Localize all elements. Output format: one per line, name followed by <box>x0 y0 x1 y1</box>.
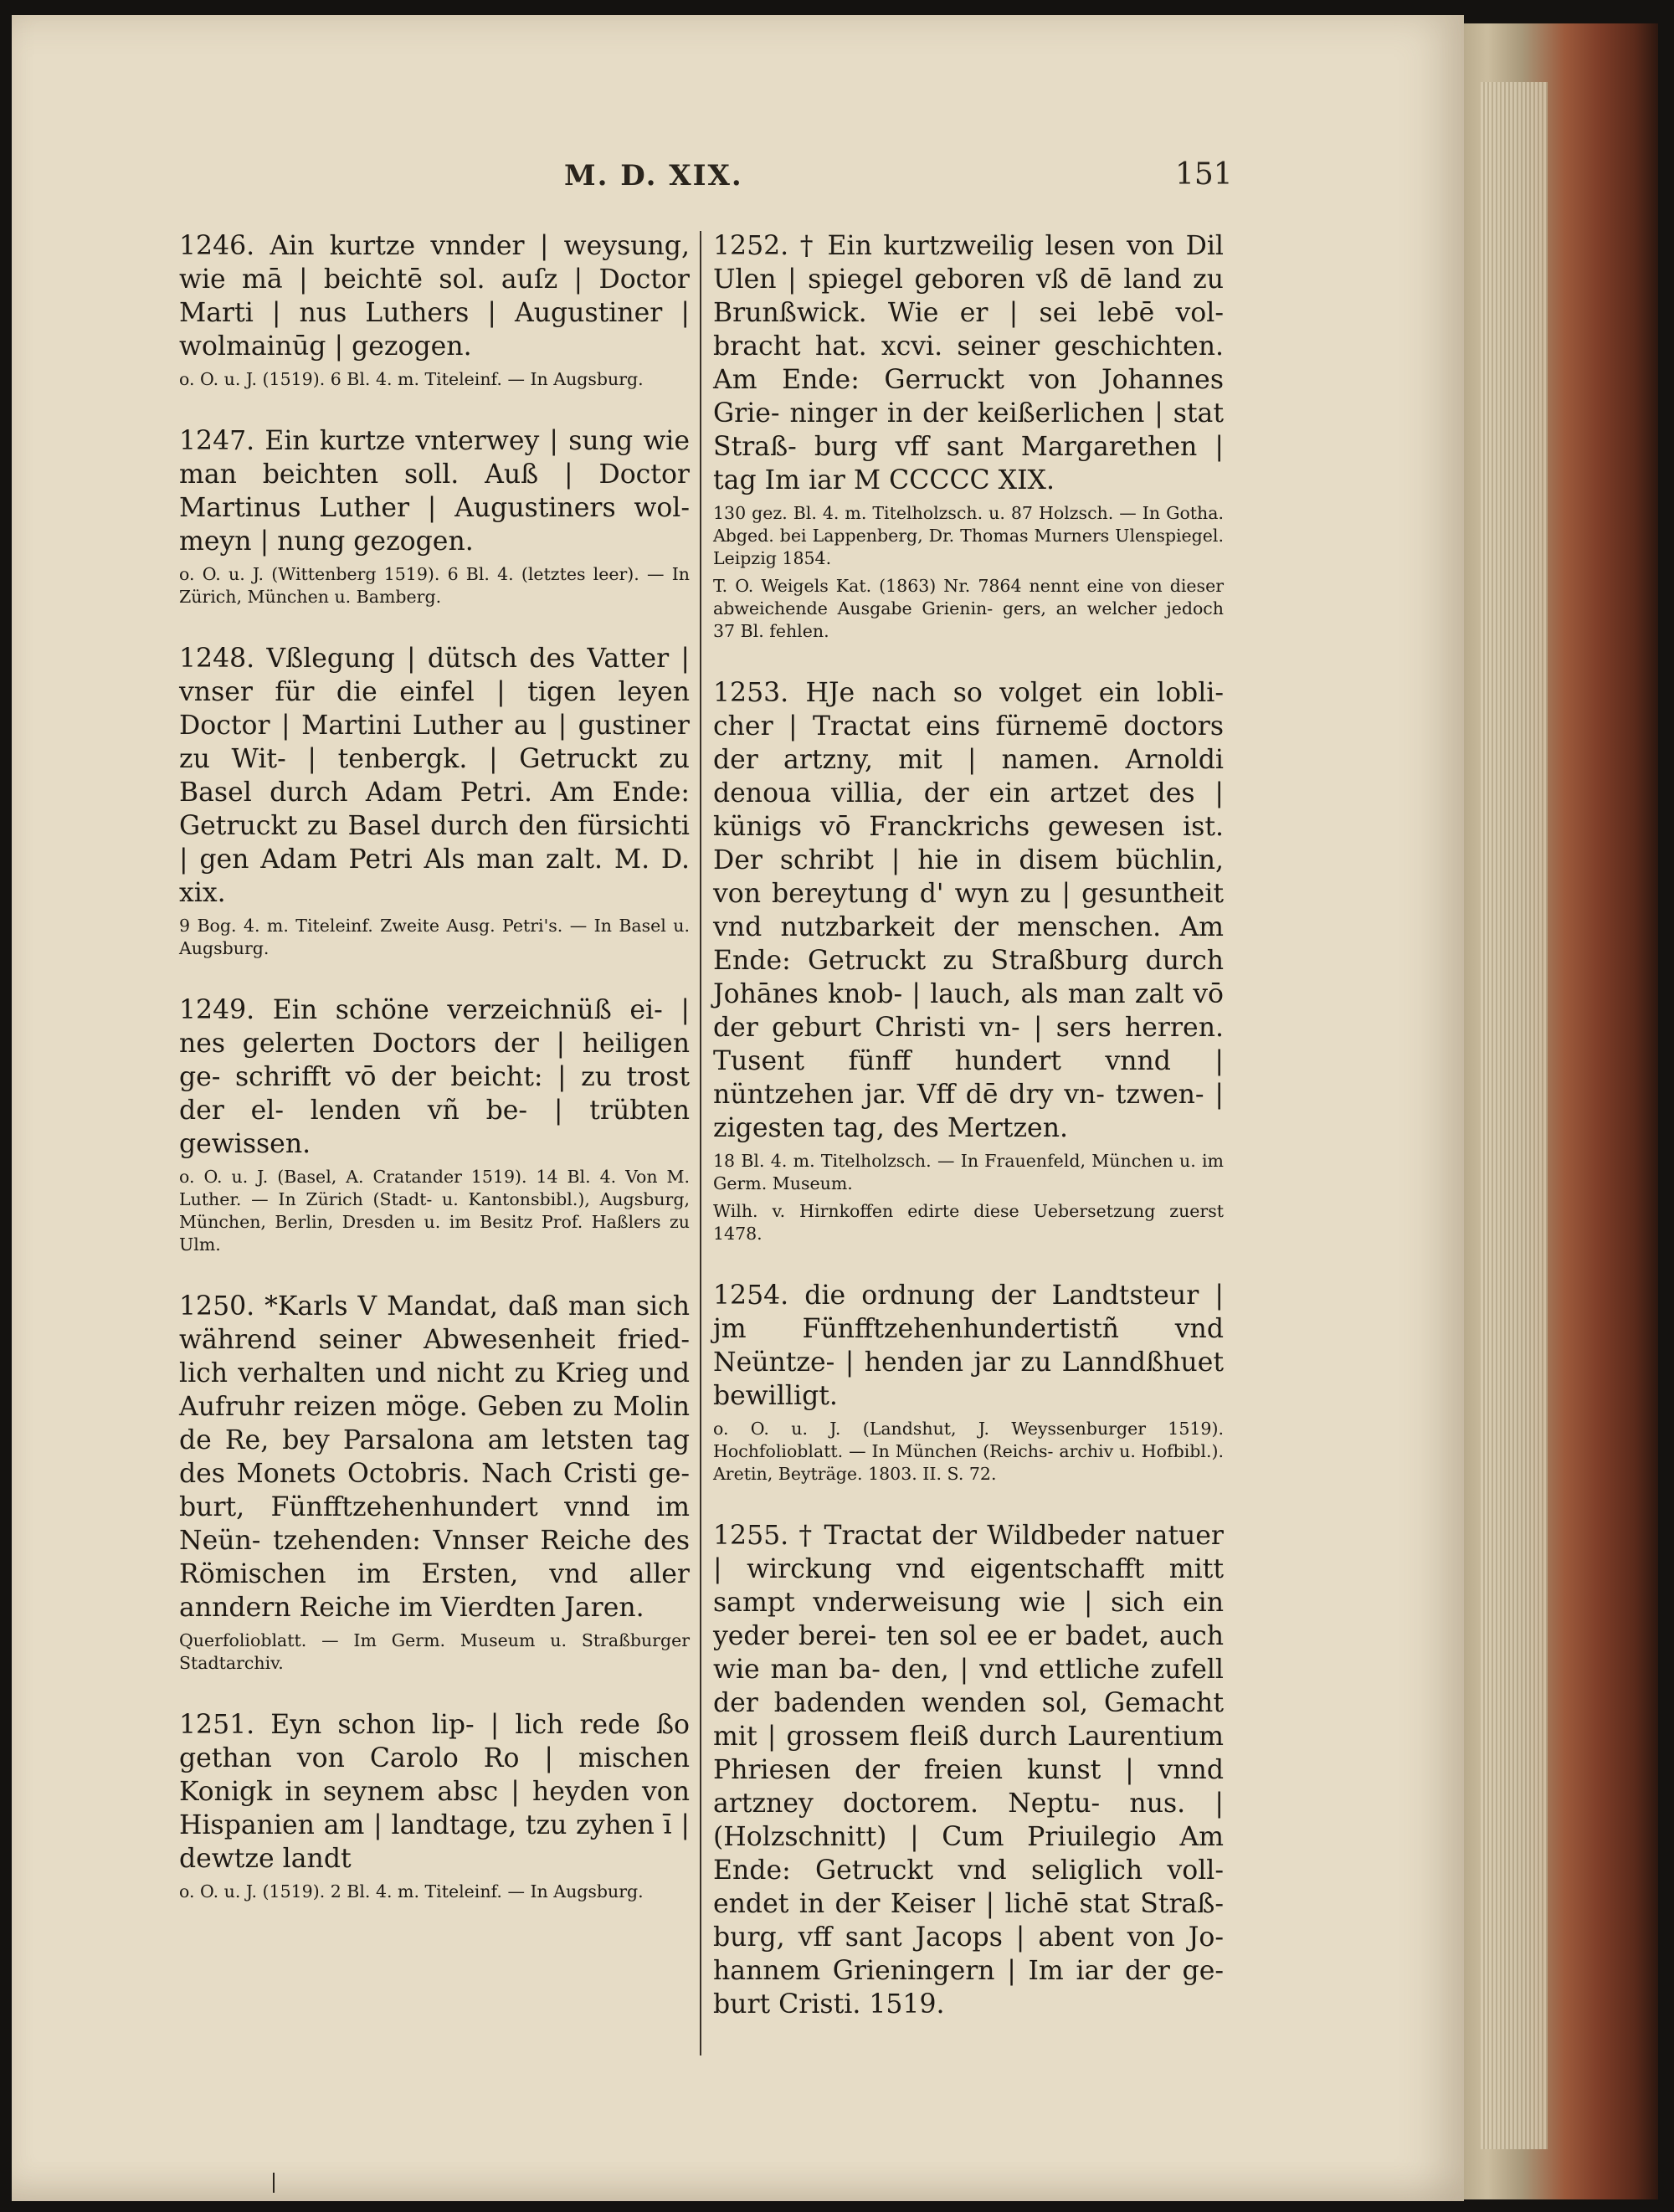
entry-title: 1248. Vßlegung | dütsch des Vatter | vnser für die einfel | tigen leyen Doctor | Martini Luther au | gustiner zu Wit- | tenbergk. | Getruckt zu Basel durch Adam Petri. Am Ende: Getruckt zu Basel durch den fürsichti | gen Adam Petri Als man zalt. M. D. xix. <box>179 644 690 908</box>
column-divider <box>700 231 701 2055</box>
entry-1255 <box>713 1519 1224 2021</box>
entry-title: 1246. Ain kurtze vnnder | weysung, wie mā | beichtē sol. auſz | Doctor Marti | nus Luthers | Augustiner | wolmainūg | gezogen. <box>179 231 690 362</box>
left-column <box>179 229 690 1937</box>
entry-1249 <box>179 993 690 1256</box>
entry-1252 <box>713 229 1224 643</box>
right-column <box>713 229 1224 2055</box>
page-mark <box>273 2173 275 2193</box>
entry-note: T. O. Weigels Kat. (1863) Nr. 7864 nennt eine von dieser abweichende Ausgabe Grienin- gers, an welcher jedoch 37 Bl. fehlen. <box>713 576 1224 641</box>
entry-title: 1253. HJe nach so volget ein lobli- cher | Tractat eins fürnemē doctors der artzny, mit | namen. Arnoldi denoua villia, der ein artzet des | künigs vō Franckrichs gewesen ist. Der schribt | hie in disem büchlin, von bereytung d' wyn zu | gesuntheit vnd nutzbarkeit der menschen. Am Ende: Getruckt zu Straßburg durch Johānes knob- | lauch, als man zalt vō der geburt Christi vn- | sers herren. Tusent fünff hundert vnnd | nüntzehen jar. Vff dē dry vn- tzwen- | zigesten tag, des Mertzen. <box>713 678 1224 1143</box>
page-header <box>12 156 1464 198</box>
entry-note: o. O. u. J. (Basel, A. Cratander 1519). 14 Bl. 4. Von M. Luther. — In Zürich (Stadt- u. Kantonsbibl.), Augsburg, München, Berlin, Dresden u. im Besitz Prof. Haßlers zu Ulm. <box>179 1167 690 1255</box>
entry-note: 9 Bog. 4. m. Titeleinf. Zweite Ausg. Petri's. — In Basel u. Augsburg. <box>179 916 690 958</box>
entry-title: 1250. *Karls V Mandat, daß man sich während seiner Abwesenheit fried- lich verhalten und nicht zu Krieg und Aufruhr reizen möge. Geben zu Molin de Re, bey Parsalona am letsten tag des Monets Octobris. Nach Cristi ge- burt, Fünfftzehenhundert vnnd im Neün- tzehenden: Vnnser Reiche des Römischen im Ersten, vnd aller anndern Reiche im Vierdten Jaren. <box>179 1291 690 1623</box>
entry-1251 <box>179 1708 690 1903</box>
entry-1247 <box>179 424 690 608</box>
entry-1253 <box>713 676 1224 1245</box>
book-page <box>12 15 1464 2201</box>
entry-note: Wilh. v. Hirnkoffen edirte diese Uebersetzung zuerst 1478. <box>713 1201 1224 1244</box>
entry-1248 <box>179 642 690 960</box>
entry-title: 1252. † Ein kurtzweilig lesen von Dil Ulen | spiegel geboren vß dē land zu Brunßwick. Wie er | sei lebē vol- bracht hat. xcvi. seiner geschichten. Am Ende: Gerruckt von Johannes Grie- ninger in der keißerlichen | stat Straß- burg vff sant Margarethen | tag Im iar M CCCCC XIX. <box>713 231 1224 495</box>
entry-note: o. O. u. J. (1519). 2 Bl. 4. m. Titeleinf. — In Augsburg. <box>179 1881 644 1901</box>
entry-title: 1255. † Tractat der Wildbeder natuer | wirckung vnd eigentschafft mitt sampt vnderweisung wie | sich ein yeder berei- ten sol ee er badet, auch wie man ba- den, | vnd ettliche zufell der badenden wenden sol, Gemacht mit | grossem fleiß durch Laurentium Phriesen der freien kunst | vnnd artzney doctorem. Neptu- nus. | (Holzschnitt) | Cum Priuilegio Am Ende: Getruckt vnd seliglich voll- endet in der Keiser | lichē stat Straß- burg, vff sant Jacops | abent von Jo- hannem Grieningern | Im iar der ge- burt Cristi. 1519. <box>713 1521 1224 2020</box>
entry-title: 1249. Ein schöne verzeichnüß ei- | nes gelerten Doctors der | heiligen ge- schrifft vō der beicht: | zu trost der el- lenden vñ be- | trübten gewissen. <box>179 995 690 1159</box>
entry-note: Querfolioblatt. — Im Germ. Museum u. Straßburger Stadtarchiv. <box>179 1630 690 1673</box>
entry-title: 1247. Ein kurtze vnterwey | sung wie man beichten soll. Auß | Doctor Martinus Luther | Augustiners wol- meyn | nung gezogen. <box>179 426 690 557</box>
page-edges <box>1481 82 1548 2149</box>
entry-note: o. O. u. J. (Landshut, J. Weyssenburger 1519). Hochfolioblatt. — In München (Reichs- archiv u. Hofbibl.). Aretin, Beyträge. 1803. II. S. 72. <box>713 1419 1224 1484</box>
entry-title: 1251. Eyn schon lip- | lich rede ßo gethan von Carolo Ro | mischen Konigk in seynem absc | heyden von Hispanien am | landtage, tzu zyhen ī | dewtze landt <box>179 1710 690 1874</box>
entry-1254 <box>713 1279 1224 1486</box>
page-number: 151 <box>1175 157 1233 192</box>
entry-1250 <box>179 1290 690 1675</box>
entry-note: 18 Bl. 4. m. Titelholzsch. — In Frauenfeld, München u. im Germ. Museum. <box>713 1151 1224 1193</box>
entry-1246 <box>179 229 690 391</box>
entry-note: o. O. u. J. (Wittenberg 1519). 6 Bl. 4. (letztes leer). — In Zürich, München u. Bamberg. <box>179 564 690 607</box>
book-spine <box>1464 23 1658 2199</box>
entry-note: o. O. u. J. (1519). 6 Bl. 4. m. Titeleinf. — In Augsburg. <box>179 369 644 389</box>
entry-note: 130 gez. Bl. 4. m. Titelholzsch. u. 87 Holzsch. — In Gotha. Abged. bei Lappenberg, Dr. Thomas Murners Ulenspiegel. Leipzig 1854. <box>713 503 1224 568</box>
running-title: M. D. XIX. <box>564 159 743 192</box>
entry-title: 1254. die ordnung der Landtsteur | jm Fünfftzehenhundertistñ vnd Neüntze- | henden jar zu Lanndßhuet bewilligt. <box>713 1280 1224 1411</box>
